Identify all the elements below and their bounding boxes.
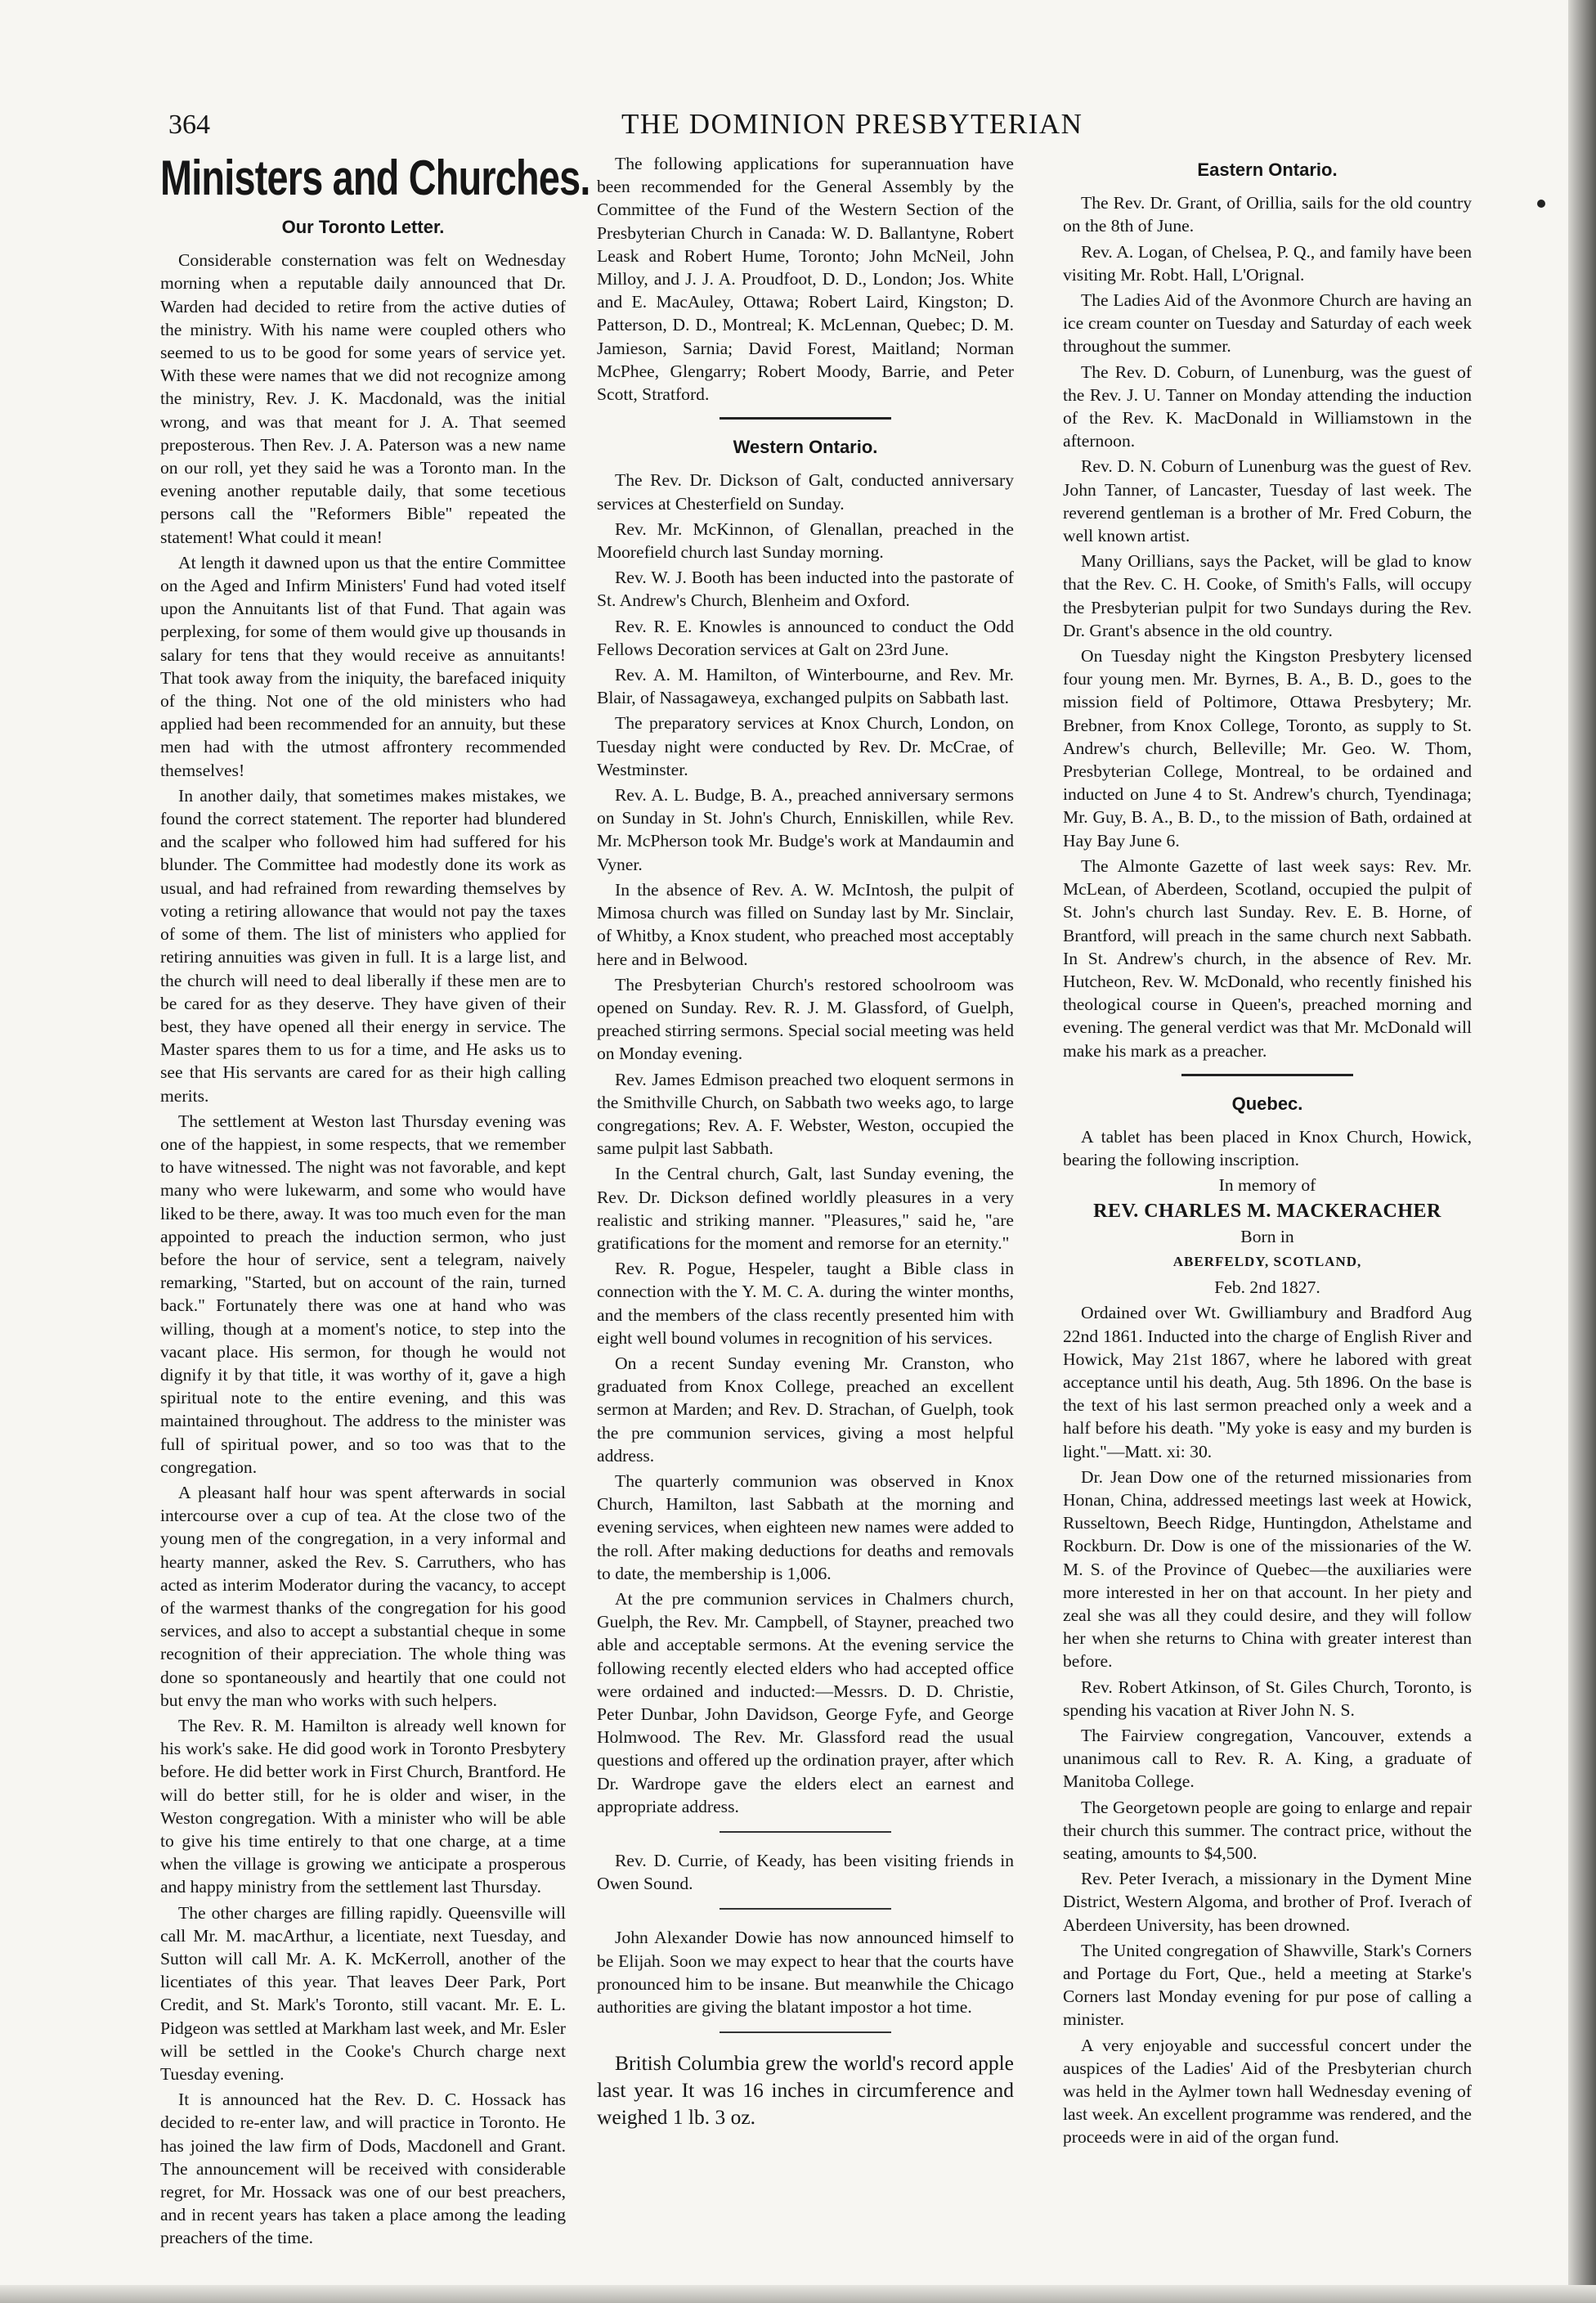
divider — [720, 417, 891, 420]
superannuation-paragraph: The following applications for superannuation have been recommended for the General Assembly by the Committee of the Fund of the Western Section of the Presbyterian Church in Canada: W. D. Ballantyne, Robert Leask and Robert Hume, Toronto; John McNeil, John Milloy, and J. J. A. Proudfoot, D. D., London; Jos. White and E. MacAuley, Ottawa; Robert Laird, Kingston; D. Patterson, D. D., Montreal; K. McLennan, Quebec; D. M. Jamieson, Sarnia; David Forest, Maitland; Norman McPhee, Glengarry; Robert Moody, Barrie, and Peter Scott, Stratford. — [597, 154, 1014, 405]
paragraph: Considerable consternation was felt on Wednesday morning when a reputable daily announced that Dr. Warden had decided to retire from the active duties of the ministry. With his name were coupled others who seemed to us to be good for some years of service yet. With these were names that we did not recognize among the ministry, Rev. J. K. Macdonald, was the initial wrong, and was that meant for J. A. That seemed preposterous. Then Rev. J. A. Paterson was a new name on our roll, yet they said he was a Toronto man. In the evening another reputable daily, that some tecetious persons call the "Reformers Bible" repeated the statement! What could it mean! — [160, 250, 566, 547]
paragraph: The Rev. D. Coburn, of Lunenburg, was the guest of the Rev. J. U. Tanner on Monday attending the induction of the Rev. K. MacDonald in Williamstown in the afternoon. — [1063, 361, 1472, 451]
apple-paragraph: British Columbia grew the world's record apple last year. It was 16 inches in circumference and weighed 1 lb. 3 oz. — [597, 2051, 1014, 2130]
section-title: Ministers and Churches. — [160, 150, 590, 205]
memorial-born: Born in — [1240, 1226, 1294, 1246]
paragraph: The United congregation of Shawville, Stark's Corners and Portage du Fort, Que., held a meeting at Starke's Corners last Monday evening for pur pose of calling a minister. — [1063, 1940, 1472, 2030]
paragraph: The Fairview congregation, Vancouver, extends a unanimous call to Rev. R. A. King, a graduate of Manitoba College. — [1063, 1726, 1472, 1792]
paragraph: On Tuesday night the Kingston Presbytery licensed four young men. Mr. Byrnes, B. A., B. D., goes to the mission field of Poltimore, Ottawa Presbytery; Mr. Brebner, from Knox College, Toronto, as supply to St. Andrew's church, Belleville; Mr. Geo. W. Thom, Presbyterian College, Montreal, to be ordained and inducted on June 4 to St. Andrew's church, Tyendinaga; Mr. Guy, B. A., B. D., to the mission of Bath, ordained at Hay Bay June 6. — [1063, 646, 1472, 851]
paragraph: A pleasant half hour was spent afterwards in social intercourse over a cup of tea. At the close two of the young men of the congregation, in a very informal and hearty manner, asked the Rev. S. Carruthers, who has acted as interim Moderator during the vacancy, to accept of the warmest thanks of the congregation for his good services, and also to accept a substantial cheque in some recognition of their appreciation. The whole thing was done so spontaneously and heartily that one could not but envy the man who works with such helpers. — [160, 1482, 566, 1710]
page-edge-shadow — [1568, 0, 1596, 2303]
paragraph: A very enjoyable and successful concert under the auspices of the Ladies' Aid of the Presbyterian church was held in the Aylmer town hall Wednesday evening of last week. An excellent programme was rendered, and the proceeds were in aid of the organ fund. — [1063, 2035, 1472, 2148]
page-number: 364 — [168, 110, 210, 140]
paragraph: Rev. James Edmison preached two eloquent sermons in the Smithville Church, on Sabbath two weeks ago, to large congregations; Rev. A. F. Webster, Weston, occupied the same pulpit last Sabbath. — [597, 1069, 1014, 1159]
paragraph: The Georgetown people are going to enlarge and repair their church this summer. The contract price, without the seating, amounts to $4,500. — [1063, 1797, 1472, 1864]
divider — [720, 2031, 891, 2033]
paragraph: Rev. D. N. Coburn of Lunenburg was the guest of Rev. John Tanner, of Lancaster, Tuesday of last week. The reverend gentleman is a brother of Mr. Fred Coburn, the well known artist. — [1063, 456, 1472, 546]
paragraph: The Rev. Dr. Dickson of Galt, conducted anniversary services at Chesterfield on Sunday. — [597, 470, 1014, 514]
paragraph: It is announced hat the Rev. D. C. Hossack has decided to re-enter law, and will practice in Toronto. He has joined the law firm of Dods, Macdonell and Grant. The announcement will be received with considerable regret, for Mr. Hossack was one of our best preachers, and in recent years has taken a place among the leading preachers of the time. — [160, 2090, 566, 2248]
paragraph: Rev. Mr. McKinnon, of Glenallan, preached in the Moorefield church last Sunday morning. — [597, 519, 1014, 563]
paragraph: In the Central church, Galt, last Sunday evening, the Rev. Dr. Dickson defined worldly pleasures in a very realistic and striking manner. "Pleasures," said he, "are gratifications for the moment and remorse for an eternity." — [597, 1164, 1014, 1253]
page-bottom-edge — [0, 2285, 1596, 2303]
paragraph: The Rev. R. M. Hamilton is already well known for his work's sake. He did good work in Toronto Presbytery before. He did better work in First Church, Brantford. He will do better still, for he is older and wiser, in the Weston congregation. With a minister who will be able to give his time entirely to that one charge, at a time when the village is growing we anticipate a prosperous and happy ministry from the settlement last Thursday. — [160, 1716, 566, 1897]
paragraph: A tablet has been placed in Knox Church, Howick, bearing the following inscription. — [1063, 1126, 1472, 1170]
paragraph: Rev. Peter Iverach, a missionary in the Dyment Mine District, Western Algoma, and brother of Prof. Iverach of Aberdeen University, has been drowned. — [1063, 1869, 1472, 1935]
paragraph: Many Orillians, says the Packet, will be glad to know that the Rev. C. H. Cooke, of Smith's Falls, will occupy the Presbyterian pulpit for two Sundays during the Rev. Dr. Grant's absence in the old country. — [1063, 551, 1472, 640]
paragraph: The quarterly communion was observed in Knox Church, Hamilton, last Sabbath at the morning and evening services, when eighteen new names were added to the roll. After making deductions for deaths and removals to date, the membership is 1,006. — [597, 1470, 1014, 1583]
paragraph: Dr. Jean Dow one of the returned missionaries from Honan, China, addressed meetings last week at Howick, Russeltown, Beech Ridge, Huntingdon, Athelstame and Rockburn. Dr. Dow is one of the missionaries of the W. M. S. of the Province of Quebec—the auxiliaries were more interested in her on that account. In her piety and zeal she was all they could desire, and they will follow her when she returns to China with greater interest than before. — [1063, 1466, 1472, 1672]
memorial-line: In memory of — [1218, 1175, 1316, 1196]
paragraph: Rev. A. L. Budge, B. A., preached anniversary sermons on Sunday in St. John's Church, Enniskillen, while Rev. Mr. McPherson took Mr. Budge's work at Mandaumin and Vyner. — [597, 785, 1014, 874]
paragraph: The other charges are filling rapidly. Queensville will call Mr. M. macArthur, a licentiate, next Tuesday, and Sutton will call Mr. A. K. McKerroll, another of the licentiates of this year. That leaves Deer Park, Port Credit, and St. Mark's Toronto, still vacant. Mr. E. L. Pidgeon was settled at Markham last week, and Mr. Esler will be settled in the Cooke's Church charge next Tuesday evening. — [160, 1902, 566, 2085]
paragraph: The Presbyterian Church's restored schoolroom was opened on Sunday. Rev. R. J. M. Glassford, of Guelph, preached stirring sermons. Special social meeting was held on Monday evening. — [597, 974, 1014, 1064]
paragraph: John Alexander Dowie has now announced himself to be Elijah. Soon we may expect to hear that the courts have pronounced him to be insane. But meanwhile the Chicago authorities are giving the blatant impostor a hot time. — [597, 1928, 1014, 2018]
subhead-toronto-letter: Our Toronto Letter. — [281, 217, 445, 237]
paragraph: At length it dawned upon us that the entire Committee on the Aged and Infirm Ministers' Fund had voted itself upon the Annuitants list of that Fund. That again was perplexing, for some of them would give up thousands in salary for tens that they would receive as annuitants! That took away from the iniquity, the barefaced iniquity of the thing. Not one of the old ministers who had applied had been recommended for an annuity, but these men had with the utmost affrontery recommended themselves! — [160, 552, 566, 780]
divider — [720, 1831, 891, 1833]
paragraph: The Ladies Aid of the Avonmore Church are having an ice cream counter on Tuesday and Saturday of each week throughout the summer. — [1063, 290, 1472, 357]
paragraph: On a recent Sunday evening Mr. Cranston, who graduated from Knox College, preached an excellent sermon at Marden; and Rev. D. Strachan, of Guelph, took the pre communion services, giving a most helpful address. — [597, 1353, 1014, 1466]
paragraph: Rev. W. J. Booth has been inducted into the pastorate of St. Andrew's Church, Blenheim and Oxford. — [597, 568, 1014, 611]
subhead-quebec: Quebec. — [1231, 1093, 1303, 1114]
memorial-name: REV. CHARLES M. MACKERACHER — [1093, 1200, 1441, 1222]
paragraph: The Almonte Gazette of last week says: Rev. Mr. McLean, of Aberdeen, Scotland, occupied the pulpit of St. John's church last Sunday. Rev. E. B. Horne, of Brantford, will preach in the same church next Sabbath. In St. Andrew's church, in the absence of Rev. Mr. Hutcheon, Rev. W. McDonald, who recently finished his theological course in Queen's, preached morning and evening. The general verdict was that Mr. McDonald will make his mark as a preacher. — [1063, 855, 1472, 1061]
paragraph: The preparatory services at Knox Church, London, on Tuesday night were conducted by Rev. Dr. McCrae, of Westminster. — [597, 713, 1014, 779]
paragraph: Ordained over Wt. Gwilliambury and Bradford Aug 22nd 1861. Inducted into the charge of English River and Howick, May 21st 1867, where he labored with great acceptance until his death, Aug. 5th 1896. On the base is the text of his last sermon preached only a week and a half before his death. "My yoke is easy and my burden is light."—Matt. xi: 30. — [1063, 1303, 1472, 1461]
column-right — [1063, 152, 1472, 2156]
subhead-eastern-ontario: Eastern Ontario. — [1197, 159, 1338, 180]
memorial-place: ABERFELDY, SCOTLAND, — [1172, 1253, 1362, 1269]
column-left — [160, 150, 590, 2248]
divider — [720, 1908, 891, 1910]
paragraph: At the pre communion services in Chalmers church, Guelph, the Rev. Mr. Campbell, of Stayner, preached two able and acceptable sermons. At the evening service the following recently elected elders who had accepted office were ordained and inducted:—Messrs. D. D. Christie, Peter Dunbar, John Davidson, George Fyfe, and George Holmwood. The Rev. Mr. Glassford read the usual questions and offered up the ordination prayer, after which Dr. Wardrope gave the elders elect an earnest and appropriate address. — [597, 1588, 1014, 1816]
paragraph: Rev. A. M. Hamilton, of Winterbourne, and Rev. Mr. Blair, of Nassagaweya, exchanged pulpits on Sabbath last. — [597, 665, 1014, 708]
paragraph: Rev. A. Logan, of Chelsea, P. Q., and family have been visiting Mr. Robt. Hall, L'Orignal. — [1063, 241, 1472, 285]
paragraph: The Rev. Dr. Grant, of Orillia, sails for the old country on the 8th of June. — [1063, 193, 1472, 236]
running-title: THE DOMINION PRESBYTERIAN — [621, 108, 1083, 140]
subhead-western-ontario: Western Ontario. — [733, 437, 878, 458]
column-middle — [597, 152, 1014, 2156]
paragraph: Rev. D. Currie, of Keady, has been visiting friends in Owen Sound. — [597, 1851, 1014, 1894]
paragraph: The settlement at Weston last Thursday evening was one of the happiest, in some respects, that we remember to have witnessed. The night was not favorable, and kept many who were lukewarm, and some who would have liked to be there, away. It was too much even for the man appointed to preach the induction sermon, who just before the hour of service, sent a telegram, naively remarking, "Started, but on account of the rain, turned back." Fortunately there was one at hand who was willing, though at a moment's notice, to step into the vacant place. His sermon, for though he would not dignify it by that title, it was worthy of it, gave a high spiritual note to the entire evening, and this was maintained throughout. The address to the minister was full of spiritual power, and so too was that to the congregation. — [160, 1111, 566, 1477]
memorial-date: Feb. 2nd 1827. — [1214, 1277, 1320, 1298]
paragraph: Rev. Robert Atkinson, of St. Giles Church, Toronto, is spending his vacation at River John N. S. — [1063, 1677, 1472, 1720]
paragraph: In the absence of Rev. A. W. McIntosh, the pulpit of Mimosa church was filled on Sunday last by Mr. Sinclair, of Whitby, a Knox student, who preached most acceptably here and in Belwood. — [597, 879, 1014, 969]
paragraph: Rev. R. Pogue, Hespeler, taught a Bible class in connection with the Y. M. C. A. during the winter months, and the members of the class recently presented him with eight well bound volumes in recognition of his services. — [597, 1259, 1014, 1348]
paragraph: In another daily, that sometimes makes mistakes, we found the correct statement. The reporter had blundered and the scalper who followed him had suffered for his blunder. The Committee had modestly done its work as usual, and had refrained from rewarding themselves by voting a retiring allowance that would not pay the taxes of some of them. The list of ministers who applied for retiring annuities was given in full. It is a large list, and the church will need to deal liberally if these men are to be cared for as they deserve. They have given of their best, they have opened all their energy in service. The Master spares them to us for a time, and He asks us to see that His servants are cared for as their high calling merits. — [160, 785, 566, 1106]
paragraph: Rev. R. E. Knowles is announced to conduct the Odd Fellows Decoration services at Galt on 23rd June. — [597, 616, 1014, 659]
ink-dot — [1537, 200, 1545, 208]
divider — [1181, 1074, 1353, 1076]
